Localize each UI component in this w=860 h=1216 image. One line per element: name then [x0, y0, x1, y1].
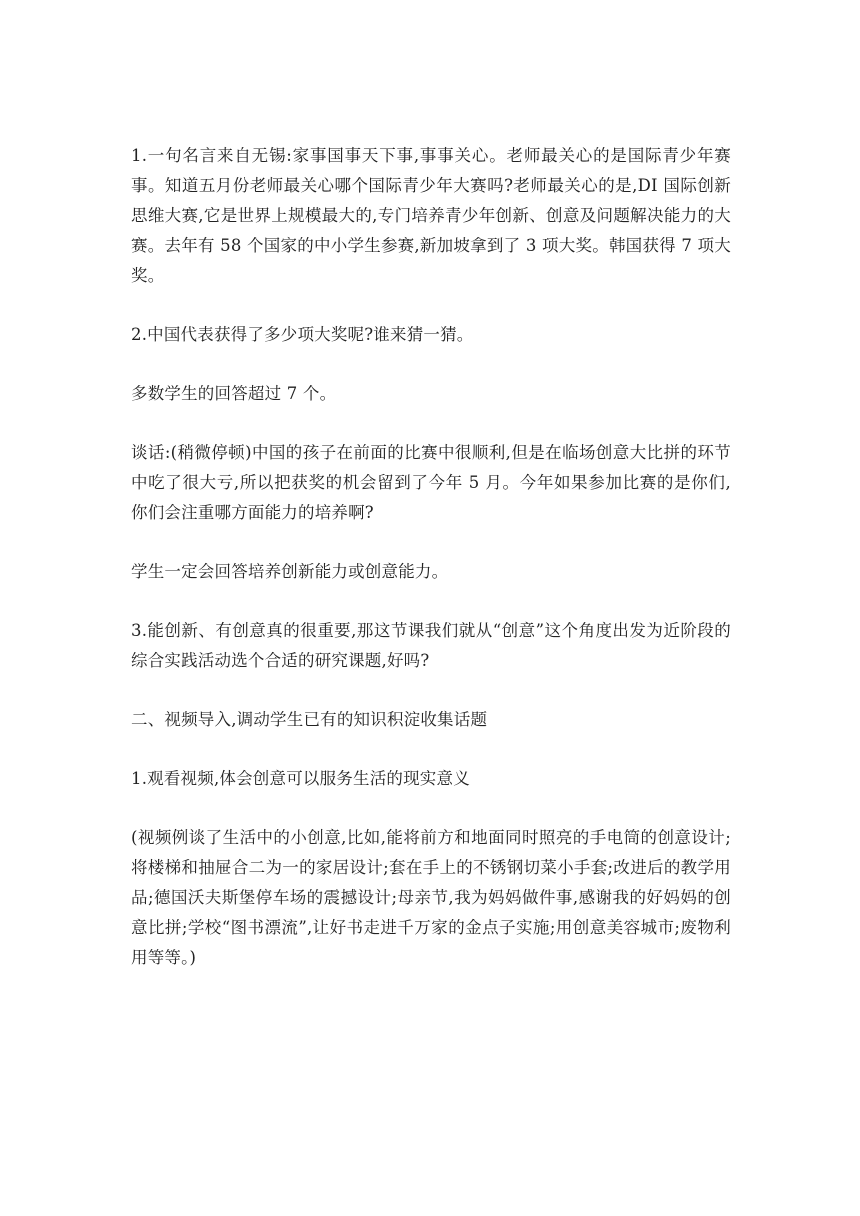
- paragraph-7: 1.观看视频,体会创意可以服务生活的现实意义: [131, 769, 470, 788]
- document-body: [131, 141, 731, 1002]
- section-heading: 二、视频导入,调动学生已有的知识积淀收集话题: [131, 710, 488, 729]
- paragraph-1: 1.一句名言来自无锡:家事国事天下事,事事关心。老师最关心的是国际青少年赛事。知道五月份老师最关心哪个国际青少年大赛吗?老师最关心的是,DI 国际创新思维大赛,它是世界上规模最大的,专门培养青少年创新、创意及问题解决能力的大赛。去年有 58 个国家的中小学生参赛,新加坡拿到了 3 项大奖。韩国获得 7 项大奖。: [131, 146, 731, 285]
- paragraph-5: 学生一定会回答培养创新能力或创意能力。: [131, 562, 449, 581]
- paragraph-2: 2.中国代表获得了多少项大奖呢?谁来猜一猜。: [131, 325, 474, 344]
- paragraph-4: 谈话:(稍微停顿)中国的孩子在前面的比赛中很顺利,但是在临场创意大比拼的环节中吃了很大亏,所以把获奖的机会留到了今年 5 月。今年如果参加比赛的是你们,你们会注重哪方面能力的培养啊?: [131, 443, 731, 522]
- paragraph-8: (视频例谈了生活中的小创意,比如,能将前方和地面同时照亮的手电筒的创意设计;将楼梯和抽屉合二为一的家居设计;套在手上的不锈钢切菜小手套;改进后的教学用品;德国沃夫斯堡停车场的震撼设计;母亲节,我为妈妈做件事,感谢我的好妈妈的创意比拼;学校“图书漂流”,让好书走进千万家的金点子实施;用创意美容城市;废物利用等等。): [131, 828, 731, 967]
- paragraph-6: 3.能创新、有创意真的很重要,那这节课我们就从“创意”这个角度出发为近阶段的综合实践活动选个合适的研究课题,好吗?: [131, 621, 731, 670]
- paragraph-3: 多数学生的回答超过 7 个。: [131, 384, 337, 403]
